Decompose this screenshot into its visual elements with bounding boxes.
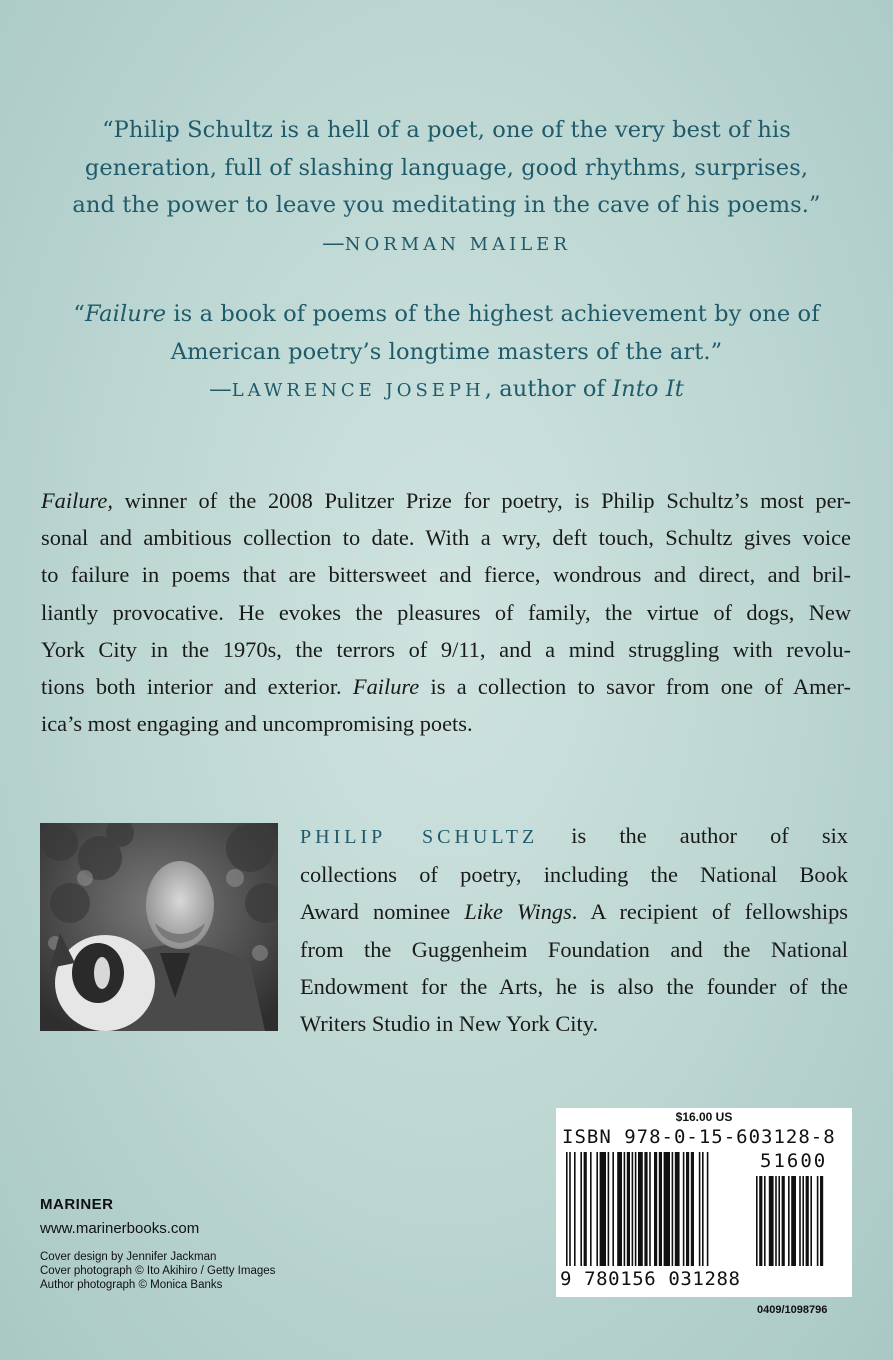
quote-attribution (40, 225, 853, 264)
bio-line: from the Guggenheim Foundation and the National (300, 936, 848, 962)
description-line: ica’s most engaging and uncompromising poets. (41, 711, 473, 737)
book-title: Failure, (41, 488, 113, 513)
publisher-name: MARINER (40, 1196, 114, 1213)
barcode-bar (638, 1152, 643, 1266)
description-line (41, 482, 851, 519)
book-title: Failure (84, 301, 167, 327)
barcode-bar (788, 1176, 790, 1266)
barcode-bar (764, 1176, 766, 1266)
attribution-book: Into It (612, 376, 684, 402)
barcode-bar (699, 1152, 701, 1266)
barcode-bar (612, 1152, 614, 1266)
barcode-bar (759, 1176, 762, 1266)
barcode-bar (802, 1176, 804, 1266)
ean-digits: 9 780156 031288 (560, 1268, 741, 1290)
barcode-bar (775, 1176, 777, 1266)
book-title: Like Wings (464, 899, 572, 925)
barcode-bar (644, 1152, 647, 1266)
barcode (556, 1108, 852, 1297)
barcode-bar (649, 1152, 651, 1266)
barcode-bar (574, 1152, 576, 1266)
bio-line: Endowment for the Arts, he is also the founder of the (300, 973, 848, 999)
addon-digits: 51600 (760, 1150, 828, 1172)
quote-text: is a book of poems of the highest achievement by one of (166, 301, 820, 327)
barcode-bar (608, 1152, 610, 1266)
author-photo (40, 823, 278, 1031)
quote-line: generation, full of slashing language, good rhythms, surprises, (84, 154, 809, 181)
attribution-name: NORMAN MAILER (344, 233, 571, 255)
barcode-bar (683, 1152, 685, 1266)
barcode-bar (590, 1152, 592, 1266)
barcode-bar (799, 1176, 801, 1266)
book-title: Failure (352, 674, 420, 700)
bio-text: . A recipient of fellowships (571, 899, 849, 925)
barcode-bar (632, 1152, 634, 1266)
quote-attribution (40, 371, 853, 410)
bio-line: collections of poetry, including the National Book (300, 862, 848, 888)
author-photo-image (40, 823, 278, 1031)
description-text: tions both interior and exterior. (41, 674, 353, 700)
barcode-bar (566, 1152, 568, 1266)
quote-lawrence-joseph (40, 296, 853, 410)
barcode-bar (617, 1152, 622, 1266)
attribution-dash: — (322, 229, 345, 256)
cover-credits (40, 1250, 275, 1292)
price: $16.00 US (675, 1110, 733, 1124)
barcode-bar (810, 1176, 812, 1266)
barcode-bar (707, 1152, 709, 1266)
credit-line: Cover design by Jennifer Jackman (40, 1251, 217, 1263)
barcode-bar (782, 1176, 785, 1266)
description-line: York City in the 1970s, the terrors of 9/11, and a mind struggling with revolu- (41, 636, 851, 662)
printing-code: 0409/1098796 (757, 1304, 828, 1316)
barcode-bar (769, 1176, 774, 1266)
bio-line (300, 817, 848, 856)
barcode-bar (691, 1152, 694, 1266)
bio-line: Writers Studio in New York City. (300, 1011, 599, 1037)
description-line (41, 668, 851, 705)
barcode-bar (654, 1152, 657, 1266)
barcode-bar (672, 1152, 674, 1266)
barcode-bar (702, 1152, 704, 1266)
book-description (41, 482, 851, 742)
bio-text: Award nominee (300, 899, 465, 925)
author-bio (300, 817, 848, 1042)
isbn: ISBN 978-0-15-603128-8 (562, 1126, 836, 1148)
quote-line: and the power to leave you meditating in the cave of his poems.” (72, 192, 821, 218)
attribution-suffix: , author of (484, 376, 613, 402)
quote-norman-mailer (40, 112, 853, 263)
barcode-bar (627, 1152, 630, 1266)
barcode-bar (635, 1152, 637, 1266)
barcode-bar (624, 1152, 626, 1266)
barcode-bar (659, 1152, 662, 1266)
bio-line (300, 893, 848, 930)
open-quote: “ (73, 301, 85, 327)
barcode-bar (580, 1152, 582, 1266)
barcode-bar (569, 1152, 571, 1266)
description-line: liantly provocative. He evokes the pleasures of family, the virtue of dogs, New (41, 599, 851, 625)
barcode-bar (686, 1152, 689, 1266)
barcode-bar (584, 1152, 587, 1266)
quote-line (40, 296, 853, 334)
barcode-bar (600, 1152, 606, 1266)
description-text: winner of the 2008 Pulitzer Prize for poetry, is Philip Schultz’s most per- (112, 488, 851, 513)
bio-text: is the author of six (538, 823, 848, 848)
author-name: PHILIP SCHULTZ (300, 826, 539, 848)
credit-line: Author photograph © Monica Banks (40, 1279, 223, 1291)
barcode-bar (806, 1176, 809, 1266)
publisher-block (40, 1196, 275, 1292)
description-text: is a collection to savor from one of Amer- (419, 674, 851, 700)
description-line: to failure in poems that are bittersweet and fierce, wondrous and direct, and bril- (41, 562, 851, 588)
credit-line: Cover photograph © Ito Akihiro / Getty Images (40, 1265, 276, 1277)
attribution-dash: — (209, 376, 232, 402)
barcode-bar (664, 1152, 670, 1266)
barcode-bar (778, 1176, 780, 1266)
publisher-url: www.marinerbooks.com (40, 1220, 200, 1237)
attribution-name: LAWRENCE JOSEPH (231, 380, 485, 401)
quote-line: American poetry’s longtime masters of the art.” (170, 338, 723, 365)
description-line: sonal and ambitious collection to date. With a wry, deft touch, Schultz gives voice (41, 525, 851, 551)
quote-line: “Philip Schultz is a hell of a poet, one of the very best of his (102, 117, 791, 143)
barcode-bar (791, 1176, 796, 1266)
barcode-bar (756, 1176, 758, 1266)
barcode-bar (596, 1152, 598, 1266)
barcode-bar (820, 1176, 823, 1266)
barcode-bar (817, 1176, 819, 1266)
barcode-bar (675, 1152, 680, 1266)
